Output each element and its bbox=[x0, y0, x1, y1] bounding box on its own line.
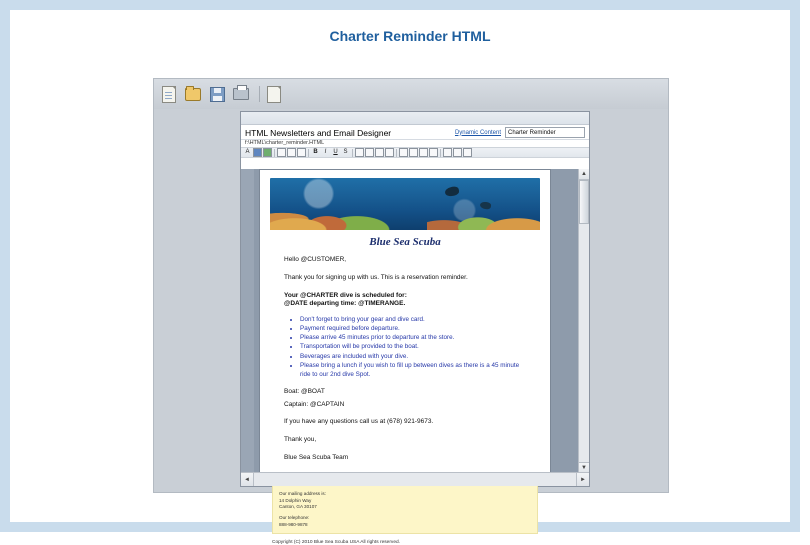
indent-icon[interactable] bbox=[429, 148, 438, 157]
print-icon bbox=[233, 88, 249, 100]
copyright-text: Copyright (C) 2010 Blue Sea Scuba USA All rights reserved. bbox=[272, 540, 400, 545]
schedule-line-1: Your @CHARTER dive is scheduled for: bbox=[284, 291, 407, 299]
horizontal-scroll-track[interactable] bbox=[254, 473, 576, 486]
vertical-scrollbar[interactable] bbox=[578, 169, 589, 473]
align-right-icon[interactable] bbox=[375, 148, 384, 157]
new-document-button[interactable] bbox=[159, 84, 179, 104]
scroll-down-arrow[interactable]: ▼ bbox=[579, 462, 589, 473]
questions-text: If you have any questions call us at (678) 921-9673. bbox=[284, 418, 434, 426]
align-justify-icon[interactable] bbox=[385, 148, 394, 157]
align-left-icon[interactable] bbox=[355, 148, 364, 157]
scroll-up-arrow[interactable]: ▲ bbox=[579, 169, 589, 180]
left-margin-ruler bbox=[241, 169, 254, 473]
cut-icon[interactable] bbox=[277, 148, 286, 157]
page-title: Charter Reminder HTML bbox=[329, 28, 491, 44]
editor-canvas[interactable] bbox=[241, 169, 589, 545]
scroll-right-arrow[interactable]: ► bbox=[576, 473, 589, 486]
bold-icon[interactable]: B bbox=[313, 149, 318, 155]
strikethrough-icon[interactable]: S bbox=[343, 149, 348, 155]
insert-link-icon[interactable] bbox=[463, 148, 472, 157]
file-path-label: f:\HTML\charter_reminder.HTML bbox=[245, 140, 325, 146]
insert-table-icon[interactable] bbox=[453, 148, 462, 157]
toolbar-separator bbox=[396, 149, 397, 157]
schedule-line-2: @DATE departing time: @TIMERANGE. bbox=[284, 300, 406, 308]
mailing-address-label: Our mailing address is: bbox=[279, 491, 326, 497]
font-color-icon[interactable] bbox=[253, 148, 262, 157]
outdent-icon[interactable] bbox=[419, 148, 428, 157]
address-line-2: Canton, GA 30107 bbox=[279, 504, 317, 510]
horizontal-scrollbar[interactable] bbox=[241, 472, 589, 486]
copy-icon[interactable] bbox=[287, 148, 296, 157]
list-item: • Don't forget to bring your gear and dive card. bbox=[300, 315, 526, 324]
numbered-list-icon[interactable] bbox=[409, 148, 418, 157]
font-size-icon[interactable]: A bbox=[245, 149, 250, 155]
formatting-toolbar bbox=[241, 147, 589, 158]
designer-header bbox=[241, 125, 589, 140]
underline-icon[interactable]: U bbox=[333, 149, 338, 155]
list-item: • Please bring a lunch if you wish to fill up between dives as there is a 45 minute ride to our 2nd dive Spot. bbox=[300, 361, 526, 379]
highlight-color-icon[interactable] bbox=[263, 148, 272, 157]
list-item: • Transportation will be provided to the boat. bbox=[300, 342, 526, 351]
insert-image-icon[interactable] bbox=[443, 148, 452, 157]
email-body bbox=[260, 250, 550, 463]
document-icon bbox=[162, 86, 176, 103]
thanks-text: Thank you, bbox=[284, 436, 317, 444]
list-item: • Payment required before departure. bbox=[300, 324, 526, 333]
email-preview-page[interactable] bbox=[259, 169, 551, 545]
schedule-block bbox=[284, 292, 526, 310]
page-setup-button[interactable] bbox=[264, 84, 284, 104]
signature-text: Blue Sea Scuba Team bbox=[284, 454, 349, 461]
captain-line: Captain: @CAPTAIN bbox=[284, 400, 345, 408]
boat-line: Boat: @BOAT bbox=[284, 387, 325, 395]
align-center-icon[interactable] bbox=[365, 148, 374, 157]
application-window bbox=[153, 78, 669, 545]
telephone-number: 888-980-9878 bbox=[279, 521, 308, 527]
toolbar-separator bbox=[308, 149, 309, 157]
document-icon bbox=[267, 86, 281, 103]
save-button[interactable] bbox=[207, 84, 227, 104]
hero-banner-image bbox=[270, 178, 540, 230]
address-line-1: 14 Dolphin Way bbox=[279, 497, 312, 503]
template-select[interactable]: Charter Reminder bbox=[505, 127, 585, 138]
folder-icon bbox=[185, 88, 201, 101]
brand-heading: Blue Sea Scuba bbox=[369, 236, 441, 248]
italic-icon[interactable]: I bbox=[324, 149, 327, 155]
diver-silhouette-icon bbox=[480, 201, 492, 209]
dynamic-content-link[interactable]: Dynamic Content bbox=[454, 129, 501, 136]
designer-app-name: HTML Newsletters and Email Designer bbox=[245, 127, 392, 138]
list-item: • Please arrive 45 minutes prior to departure at the store. bbox=[300, 333, 526, 342]
instructions-list bbox=[284, 315, 526, 379]
greeting-text: Hello @CUSTOMER, bbox=[284, 256, 347, 263]
inner-titlebar bbox=[241, 112, 589, 125]
bullet-list-icon[interactable] bbox=[399, 148, 408, 157]
toolbar-separator bbox=[259, 86, 260, 102]
toolbar-separator bbox=[274, 149, 275, 157]
toolbar-separator bbox=[352, 149, 353, 157]
scroll-left-arrow[interactable]: ◄ bbox=[241, 473, 254, 486]
html-designer-window bbox=[240, 111, 590, 545]
print-button[interactable] bbox=[231, 84, 251, 104]
save-icon bbox=[210, 87, 225, 102]
reef-decoration-left bbox=[270, 193, 394, 230]
paste-icon[interactable] bbox=[297, 148, 306, 157]
designer-header-right bbox=[455, 127, 585, 138]
intro-text: Thank you for signing up with us. This is a reservation reminder. bbox=[284, 273, 468, 281]
list-item: • Beverages are included with your dive. bbox=[300, 352, 526, 361]
vertical-scroll-thumb[interactable] bbox=[579, 180, 589, 224]
footer-address-block bbox=[279, 491, 531, 528]
open-folder-button[interactable] bbox=[183, 84, 203, 104]
telephone-label: Our telephone: bbox=[279, 515, 310, 521]
toolbar-separator bbox=[440, 149, 441, 157]
main-toolbar bbox=[154, 79, 668, 109]
